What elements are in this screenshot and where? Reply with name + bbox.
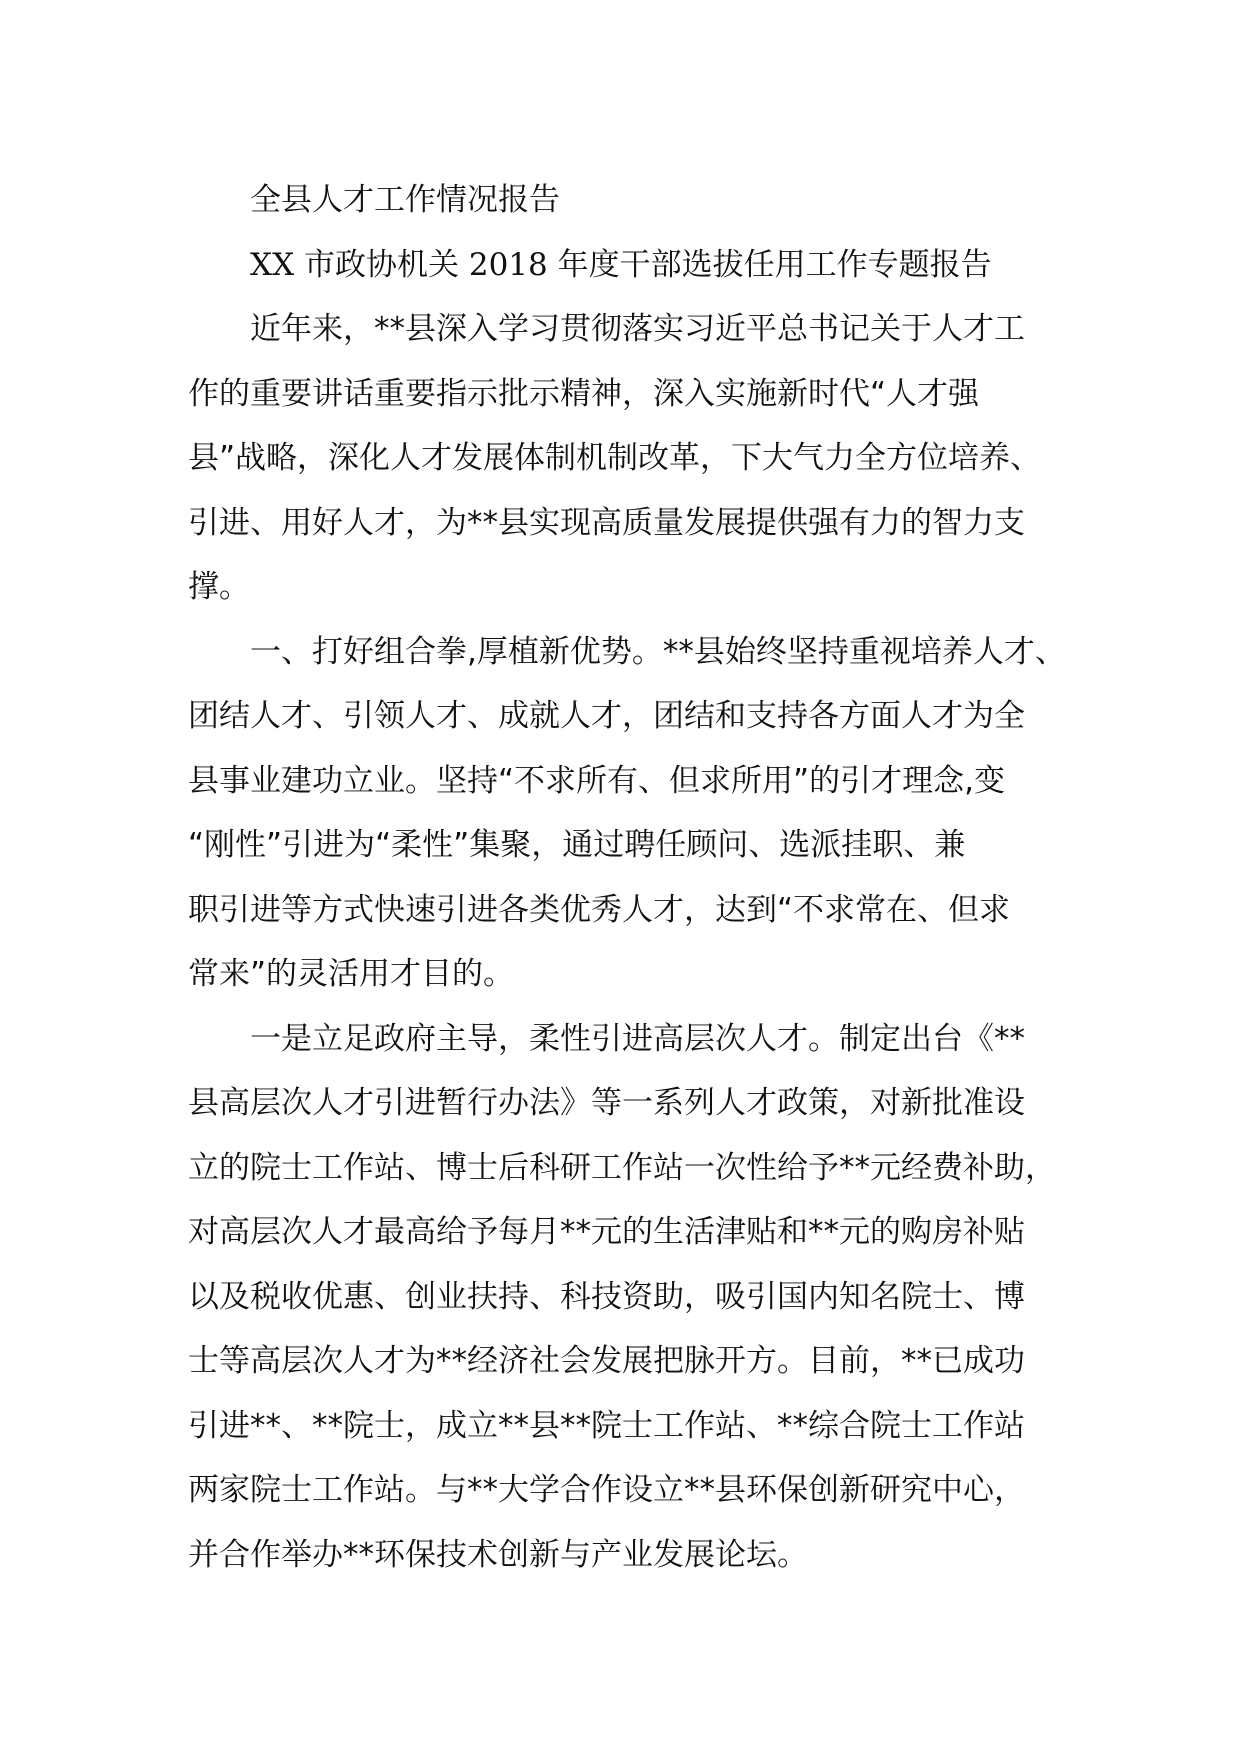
paragraph-line: 近年来，**县深入学习贯彻落实习近平总书记关于人才工 — [250, 311, 1025, 347]
paragraph-line: 两家院士工作站。与**大学合作设立**县环保创新研究中心， — [188, 1472, 1025, 1508]
paragraph-line: 县事业建功立业。坚持“不求所有、但求所用”的引才理念,变 — [188, 762, 1005, 799]
paragraph-line: “刚性”引进为“柔性”集聚，通过聘任顾问、选派挂职、兼 — [188, 827, 966, 863]
paragraph-section-one — [188, 620, 1068, 1007]
paragraph-line: 引进**、**院士，成立**县**院士工作站、**综合院士工作站 — [188, 1407, 1025, 1444]
paragraph-line: 作的重要讲话重要指示批示精神，深入实施新时代“人才强 — [188, 375, 980, 412]
paragraph-line: 一是立足政府主导，柔性引进高层次人才。制定出台《** — [250, 1020, 1025, 1057]
paragraph-line: 职引进等方式快速引进各类优秀人才，达到“不求常在、但求 — [188, 891, 1011, 928]
paragraph-line: 县高层次人才引进暂行办法》等一系列人才政策，对新批准设 — [188, 1085, 1025, 1121]
paragraph-line: 一、打好组合拳,厚植新优势。**县始终坚持重视培养人才、 — [250, 633, 1066, 670]
paragraph-line: 常来”的灵活用才目的。 — [188, 956, 515, 992]
paragraph-line: 县”战略，深化人才发展体制机制改革，下大气力全方位培养、 — [188, 440, 1042, 476]
paragraph-line: 引进、用好人才，为**县实现高质量发展提供强有力的智力支 — [188, 504, 1025, 541]
paragraph-line: 以及税收优惠、创业扶持、科技资助，吸引国内知名院士、博 — [188, 1278, 1025, 1315]
paragraph-line: 对高层次人才最高给予每月**元的生活津贴和**元的购房补贴 — [188, 1214, 1025, 1250]
paragraph-point-one — [188, 1007, 1068, 1588]
paragraph-line: 并合作举办**环保技术创新与产业发展论坛。 — [188, 1536, 808, 1573]
document-subtitle: XX 市政协机关 2018 年度干部选拔任用工作专题报告 — [250, 246, 992, 283]
paragraph-line: 立的院士工作站、博士后科研工作站一次性给予**元经费补助， — [188, 1149, 1056, 1186]
paragraph-line: 团结人才、引领人才、成就人才，团结和支持各方面人才为全 — [188, 698, 1025, 734]
document-title: 全县人才工作情况报告 — [250, 182, 560, 218]
paragraph-line: 士等高层次人才为**经济社会发展把脉开方。目前，**已成功 — [188, 1343, 1025, 1379]
paragraph-line: 撑。 — [188, 569, 250, 605]
document-body — [188, 168, 1068, 1587]
paragraph-intro — [188, 297, 1068, 620]
